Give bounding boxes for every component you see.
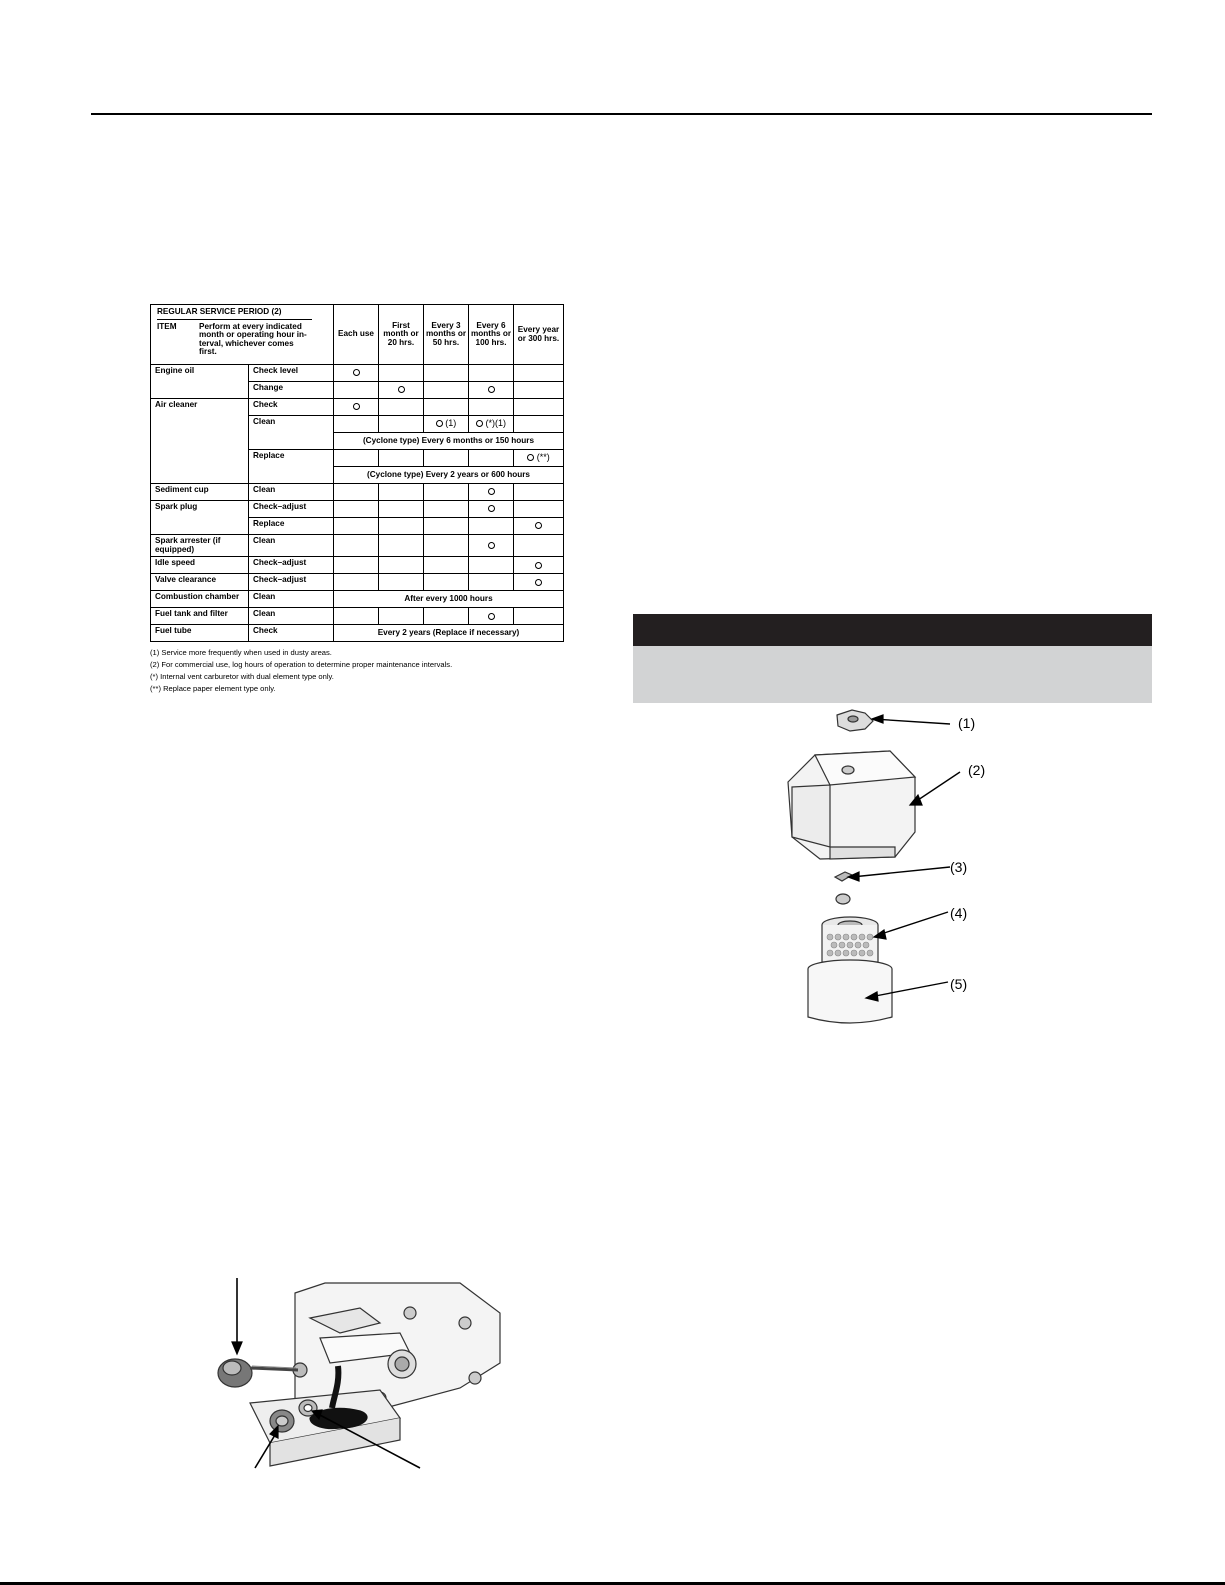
service-action: Change: [249, 382, 334, 399]
service-mark-cell: [379, 518, 424, 535]
service-mark-cell: [514, 574, 564, 591]
service-mark-cell: [334, 518, 379, 535]
service-mark-cell: [424, 574, 469, 591]
col-header: First month or 20 hrs.: [379, 305, 424, 365]
service-row: [151, 557, 564, 574]
service-mark-cell: [469, 365, 514, 382]
service-action: Clean: [249, 416, 334, 450]
service-table-body: [151, 365, 564, 642]
service-mark-cell: [514, 382, 564, 399]
service-item: Fuel tank and filter: [151, 608, 249, 625]
service-circle-mark: [535, 562, 542, 569]
service-circle-mark: [535, 579, 542, 586]
service-circle-mark: [535, 522, 542, 529]
callout-4: (4): [950, 905, 968, 921]
service-mark-cell: [424, 518, 469, 535]
service-action: Clean: [249, 484, 334, 501]
service-circle-mark: [488, 613, 495, 620]
service-mark-note: (**): [534, 452, 550, 463]
service-circle-mark: [353, 403, 360, 410]
service-circle-mark: [476, 420, 483, 427]
service-mark-cell: [514, 501, 564, 518]
service-action: Clean: [249, 591, 334, 608]
item-label: ITEM: [157, 321, 177, 331]
service-mark-cell: [334, 574, 379, 591]
service-period-title: REGULAR SERVICE PERIOD (2): [157, 308, 312, 320]
service-mark-cell: [514, 416, 564, 433]
callout-5: (5): [950, 976, 968, 992]
service-table-header: [151, 305, 564, 365]
callout-1: (1): [958, 715, 976, 731]
service-mark-cell: [514, 608, 564, 625]
service-row: [151, 608, 564, 625]
service-mark-cell: [334, 450, 379, 467]
service-circle-mark: [353, 369, 360, 376]
service-action: Check level: [249, 365, 334, 382]
service-action: Clean: [249, 535, 334, 557]
service-mark-cell: [334, 557, 379, 574]
service-mark-cell: [334, 399, 379, 416]
service-mark-cell: [379, 450, 424, 467]
note: (*) Internal vent carburetor with dual element type only.: [150, 671, 334, 681]
service-mark-cell: [469, 518, 514, 535]
header-item-cell: [151, 305, 334, 365]
service-mark-cell: [334, 365, 379, 382]
col-header: Every 3 months or 50 hrs.: [424, 305, 469, 365]
service-mark-cell: [379, 416, 424, 433]
service-mark-cell: [424, 399, 469, 416]
service-item: Idle speed: [151, 557, 249, 574]
service-mark-cell: [334, 382, 379, 399]
service-mark-cell: [379, 557, 424, 574]
service-circle-mark: [436, 420, 443, 427]
service-mark-cell: [469, 535, 514, 557]
service-item: Spark plug: [151, 501, 249, 535]
service-mark-cell: [469, 501, 514, 518]
service-mark-cell: [469, 450, 514, 467]
callout-2: (2): [968, 762, 986, 778]
top-rule: [91, 113, 1152, 115]
service-row: [151, 535, 564, 557]
service-action: Check: [249, 625, 334, 642]
service-schedule: [150, 304, 563, 694]
service-mark-cell: [514, 365, 564, 382]
service-mark-cell: [424, 450, 469, 467]
service-mark-cell: [469, 574, 514, 591]
service-action: Clean: [249, 608, 334, 625]
note: (**) Replace paper element type only.: [150, 683, 276, 693]
service-mark-cell: [514, 399, 564, 416]
service-action: Replace: [249, 450, 334, 484]
service-mark-cell: [379, 535, 424, 557]
item-description: Perform at every indicated month or operating hour in-terval, whichever comes first.: [199, 321, 307, 357]
service-mark-cell: [469, 416, 514, 433]
service-item: Valve clearance: [151, 574, 249, 591]
service-action: Check–adjust: [249, 501, 334, 518]
oil-drain-illustration: [210, 1278, 510, 1473]
service-row: [151, 591, 564, 608]
service-mark-cell: [334, 484, 379, 501]
col-header: Every year or 300 hrs.: [514, 305, 564, 365]
service-mark-cell: [469, 608, 514, 625]
service-row: [151, 501, 564, 518]
col-header: Every 6 months or 100 hrs.: [469, 305, 514, 365]
service-mark-cell: [514, 535, 564, 557]
service-mark-cell: [424, 365, 469, 382]
service-item: Engine oil: [151, 365, 249, 399]
service-mark-cell: [514, 518, 564, 535]
service-item: Spark arrester (if equipped): [151, 535, 249, 557]
service-action: Check: [249, 399, 334, 416]
service-mark-note: (*)(1): [483, 418, 506, 429]
service-mark-cell: [514, 450, 564, 467]
service-action: Check–adjust: [249, 557, 334, 574]
service-mark-cell: [424, 535, 469, 557]
note: (1) Service more frequently when used in dusty areas.: [150, 648, 332, 658]
service-mark-cell: [469, 484, 514, 501]
service-mark-note: (1): [442, 418, 457, 429]
service-mark-cell: [334, 416, 379, 433]
service-action: Replace: [249, 518, 334, 535]
air-cleaner-exploded-illustration: [780, 707, 1020, 1037]
service-mark-cell: [469, 399, 514, 416]
service-circle-mark: [488, 386, 495, 393]
service-mark-cell: [424, 382, 469, 399]
service-row: [151, 399, 564, 416]
service-mark-cell: [334, 608, 379, 625]
service-mark-cell: [469, 382, 514, 399]
service-interval-note: After every 1000 hours: [334, 591, 564, 608]
callout-3: (3): [950, 859, 968, 875]
table-notes: [150, 647, 563, 694]
service-row: [151, 625, 564, 642]
section-banner: [633, 614, 1152, 646]
service-mark-cell: [379, 365, 424, 382]
service-table: [150, 304, 564, 642]
service-mark-cell: [514, 484, 564, 501]
col-header: Each use: [334, 305, 379, 365]
service-circle-mark: [398, 386, 405, 393]
service-interval-note: Every 2 years (Replace if necessary): [334, 625, 564, 642]
service-mark-cell: [424, 501, 469, 518]
service-item: Combustion chamber: [151, 591, 249, 608]
service-mark-cell: [379, 382, 424, 399]
service-action: Check–adjust: [249, 574, 334, 591]
service-item: Fuel tube: [151, 625, 249, 642]
service-item: Sediment cup: [151, 484, 249, 501]
service-mark-cell: [379, 608, 424, 625]
service-circle-mark: [488, 505, 495, 512]
service-mark-cell: [379, 484, 424, 501]
service-mark-cell: [334, 535, 379, 557]
service-row: [151, 574, 564, 591]
section-banner-subtitle: [633, 646, 1152, 703]
service-interval-note: (Cyclone type) Every 6 months or 150 hours: [334, 433, 564, 450]
service-circle-mark: [488, 488, 495, 495]
service-row: [151, 484, 564, 501]
service-mark-cell: [379, 574, 424, 591]
service-item: Air cleaner: [151, 399, 249, 484]
service-mark-cell: [514, 557, 564, 574]
service-mark-cell: [424, 557, 469, 574]
service-mark-cell: [469, 557, 514, 574]
service-mark-cell: [379, 501, 424, 518]
service-mark-cell: [334, 501, 379, 518]
service-mark-cell: [424, 608, 469, 625]
service-circle-mark: [488, 542, 495, 549]
note: (2) For commercial use, log hours of operation to determine proper maintenance intervals.: [150, 659, 453, 669]
service-interval-note: (Cyclone type) Every 2 years or 600 hours: [334, 467, 564, 484]
service-row: [151, 365, 564, 382]
service-mark-cell: [424, 484, 469, 501]
service-mark-cell: [379, 399, 424, 416]
service-mark-cell: [424, 416, 469, 433]
